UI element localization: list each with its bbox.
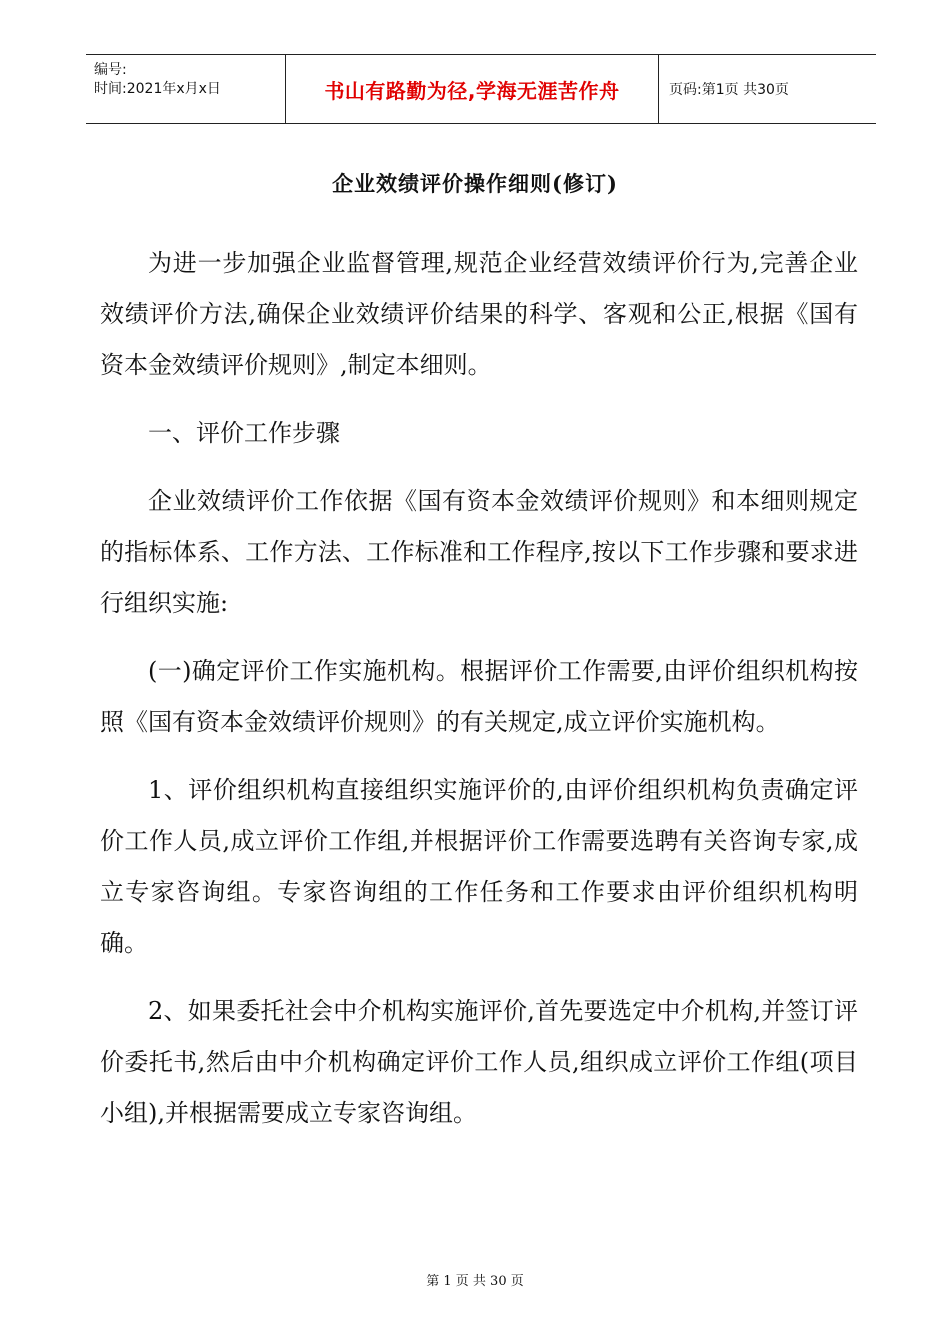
paragraph-intro: 为进一步加强企业监督管理,规范企业经营效绩评价行为,完善企业效绩评价方法,确保企业效绩评价结果的科学、客观和公正,根据《国有资本金效绩评价规则》,制定本细则。 [100,249,858,379]
header-motto: 书山有路勤为径,学海无涯苦作舟 [286,55,659,123]
document-time-label: 时间:2021年x月x日 [94,81,221,97]
paragraph: 1、评价组织机构直接组织实施评价的,由评价组织机构负责确定评价工作人员,成立评价工作组,并根据评价工作需要选聘有关咨询专家,成立专家咨询组。专家咨询组的工作任务和工作要求由评价组织机构明确。 [100,776,858,957]
document-number-label: 编号: [94,62,127,78]
paragraph: 2、如果委托社会中介机构实施评价,首先要选定中介机构,并签订评价委托书,然后由中介机构确定评价工作人员,组织成立评价工作组(项目小组),并根据需要成立专家咨询组。 [100,997,858,1127]
document-body [100,238,858,1156]
paragraph: 企业效绩评价工作依据《国有资本金效绩评价规则》和本细则规定的指标体系、工作方法、工作标准和工作程序,按以下工作步骤和要求进行组织实施: [100,487,858,617]
header-info-cell [86,55,286,123]
section-heading: 一、评价工作步骤 [148,419,340,447]
paragraph: (一)确定评价工作实施机构。根据评价工作需要,由评价组织机构按照《国有资本金效绩评价规则》的有关规定,成立评价实施机构。 [100,657,858,736]
document-title: 企业效绩评价操作细则(修订) [332,171,618,196]
header-table [86,54,876,124]
page-footer: 第 1 页 共 30 页 [426,1274,524,1289]
header-page-label: 页码:第1页 共30页 [669,82,789,98]
